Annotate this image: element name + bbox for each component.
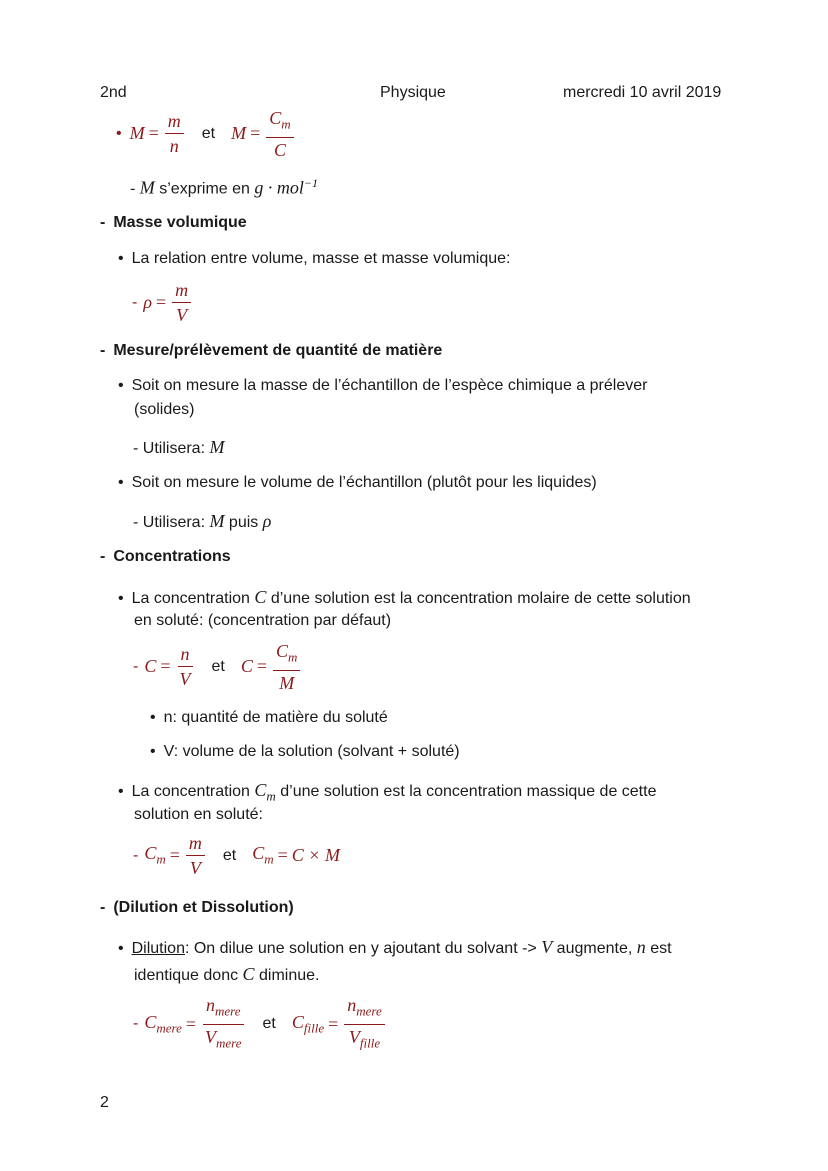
dash-icon: - <box>100 548 106 565</box>
eq-lhs: ρ <box>143 292 152 312</box>
et-label: et <box>201 124 216 142</box>
fraction-denominator: V <box>189 858 201 878</box>
eq-lhs: M <box>231 123 247 144</box>
bullet-concentration-molaire-line2: en soluté: (concentration par défaut) <box>134 612 392 629</box>
eq-lhs: M <box>129 123 145 144</box>
fraction-numerator: $C_m$ <box>266 108 293 138</box>
fraction-denominator: n <box>169 136 179 157</box>
unit-line <box>130 176 318 198</box>
fraction <box>344 995 385 1053</box>
fraction-numerator: m <box>172 280 191 303</box>
fraction-numerator: $n_{mere}$ <box>203 995 244 1025</box>
fraction-denominator: $V_{mere}$ <box>205 1026 242 1051</box>
unit-exponent: −1 <box>303 176 318 190</box>
header-right: mercredi 10 avril 2019 <box>563 84 722 101</box>
section-title-mesure: - Mesure/prélèvement de quantité de matière <box>100 342 443 359</box>
fraction-numerator: m <box>186 833 205 856</box>
n-definition: • n: quantité de matière du soluté <box>150 709 388 726</box>
fraction-numerator: m <box>165 111 184 134</box>
fraction-denominator: V <box>176 305 188 325</box>
bullet-mesure-1: • Soit on mesure la masse de l’échantillon de l’espèce chimique a prélever <box>118 377 648 394</box>
section-title-masse-volumique: - Masse volumique <box>100 214 247 231</box>
bullet-dilution-line2: identique donc C diminue. <box>134 964 320 984</box>
eq-lhs: $C_m$ <box>252 843 274 867</box>
unit-value: g · mol <box>254 177 304 198</box>
bullet-mesure-1-line2: (solides) <box>134 401 195 418</box>
eq-lhs: C <box>144 656 157 677</box>
bullet-masse-volumique: • La relation entre volume, masse et masse volumique: <box>118 250 511 267</box>
bullet-dilution: • Dilution: On dilue une solution en y ajoutant du solvant -> V augmente, n est <box>118 937 672 957</box>
dash-icon: - <box>100 214 106 231</box>
fraction-denominator: V <box>179 669 191 690</box>
bullet-icon: • <box>118 783 124 800</box>
et-label: et <box>262 1015 276 1033</box>
et-label: et <box>222 846 237 864</box>
bullet-icon: • <box>116 124 122 142</box>
fraction <box>273 641 300 693</box>
dilution-label: Dilution <box>131 940 185 957</box>
dash-icon: - <box>100 342 106 359</box>
unit-var: M <box>139 177 155 198</box>
dash-icon: - <box>133 514 139 531</box>
bullet-concentration-massique-line2: solution en soluté: <box>134 806 263 823</box>
fraction-numerator: $C_m$ <box>273 641 300 671</box>
eq-lhs: $C_m$ <box>144 843 166 867</box>
bullet-concentration-molaire: • La concentration C d’une solution est la concentration molaire de cette solution <box>118 587 691 607</box>
fraction <box>266 108 293 160</box>
bullet-concentration-massique: • La concentration $C_m$ d’une solution est la concentration massique de cette <box>118 780 657 804</box>
header-center: Physique <box>380 84 446 101</box>
eq-lhs: $C_{mere}$ <box>144 1011 182 1036</box>
dash-icon: - <box>132 293 138 311</box>
bullet-icon: • <box>150 743 156 760</box>
fraction-denominator: M <box>279 672 295 693</box>
rho-equation: - ρ = $\frac{m}{V}$ <box>132 280 193 325</box>
var-rho: ρ <box>262 511 272 531</box>
eq-rhs: C × M <box>291 845 340 865</box>
fraction-numerator: $n_{mere}$ <box>344 995 385 1025</box>
dash-icon: - <box>133 440 139 457</box>
unit-text: s’exprime en <box>159 180 250 198</box>
section-title-dilution: - (Dilution et Dissolution) <box>100 899 294 916</box>
fraction <box>172 280 191 325</box>
dash-icon: - <box>133 1015 139 1033</box>
bullet-icon: • <box>118 474 124 491</box>
eq-lhs: $C_{fille}$ <box>291 1011 325 1036</box>
eq-lhs: C <box>240 656 253 677</box>
dilution-equation: - $C_{mere}$ = $\frac{n_{mere}}{V_{mere}}$ et $C_{fille}$ = $\frac{n_{mere}}{V_{fille}}$ <box>133 995 387 1053</box>
fraction-numerator: n <box>178 644 193 667</box>
concentration-massique-equation: - $C_m$ = $\frac{m}{V}$ et $C_m$ = C × M <box>133 833 340 878</box>
fraction <box>202 995 245 1053</box>
dash-icon: - <box>100 899 106 916</box>
bullet-icon: • <box>118 250 124 267</box>
fraction-denominator: $V_{fille}$ <box>348 1026 381 1051</box>
section-title-concentrations: - Concentrations <box>100 548 231 565</box>
sub-mesure-2: - Utilisera: M puis ρ <box>133 511 272 531</box>
header-left: 2nd <box>100 84 127 101</box>
fraction-denominator: C <box>273 139 286 160</box>
page-number: 2 <box>100 1094 109 1111</box>
bullet-icon: • <box>118 940 124 957</box>
fraction <box>177 644 194 689</box>
bullet-icon: • <box>150 709 156 726</box>
dash-icon: - <box>133 846 139 864</box>
v-definition: • V: volume de la solution (solvant + soluté) <box>150 743 460 760</box>
bullet-mesure-2: • Soit on mesure le volume de l’échantillon (plutôt pour les liquides) <box>118 474 597 491</box>
sub-mesure-1: - Utilisera: M <box>133 437 225 457</box>
fraction <box>165 111 184 156</box>
bullet-icon: • <box>118 590 124 607</box>
concentration-molaire-equation: - C = $\frac{n}{V}$ et C = $\frac{C_m}{M}$ <box>133 641 302 693</box>
dash-icon: - <box>133 657 139 675</box>
fraction <box>186 833 205 878</box>
var-m: M <box>209 511 225 531</box>
var-m: M <box>209 437 225 457</box>
et-label: et <box>211 657 225 675</box>
molar-mass-equation: • M = $\frac{m}{n}$ et M = $\frac{C_m}{C}$ <box>116 108 296 160</box>
bullet-icon: • <box>118 377 124 394</box>
dash-icon: - <box>130 180 136 198</box>
